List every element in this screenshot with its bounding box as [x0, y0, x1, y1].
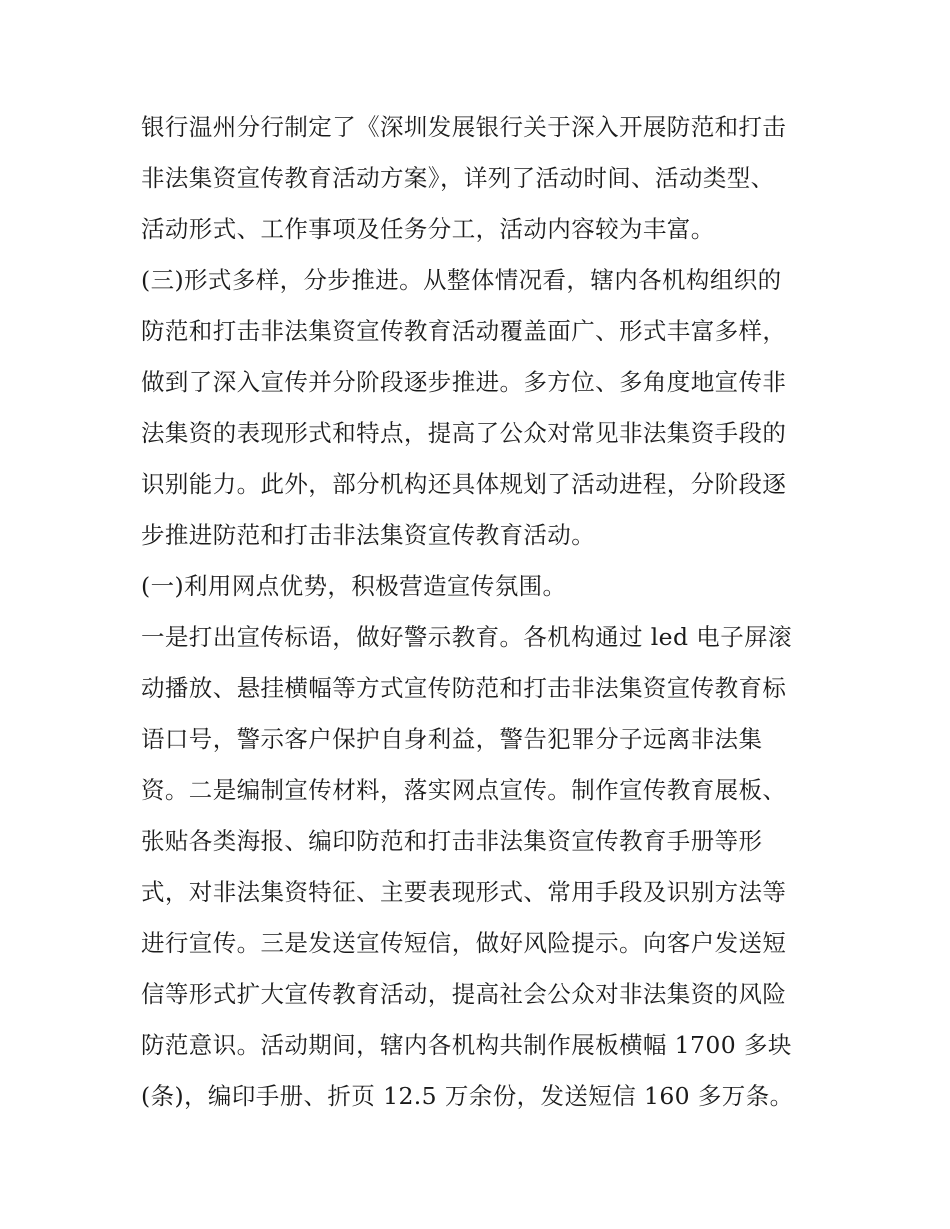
text-line: 银行温州分行制定了《深圳发展银行关于深入开展防范和打击 — [141, 113, 787, 141]
text-line: 防范和打击非法集资宣传教育活动覆盖面广、形式丰富多样， — [141, 317, 787, 345]
text-line: 法集资的表现形式和特点，提高了公众对常见非法集资手段的 — [141, 419, 787, 447]
section-heading: (三)形式多样，分步推进。从整体情况看，辖内各机构组织的 — [141, 266, 782, 294]
text-line: 一是打出宣传标语，做好警示教育。各机构通过 led 电子屏滚 — [141, 623, 792, 651]
text-line: (条)，编印手册、折页 12.5 万余份，发送短信 160 多万条。 — [141, 1082, 794, 1110]
text-line: 步推进防范和打击非法集资宣传教育活动。 — [141, 521, 596, 549]
text-line: 式，对非法集资特征、主要表现形式、常用手段及识别方法等 — [141, 878, 787, 906]
text-line: 活动形式、工作事项及任务分工，活动内容较为丰富。 — [141, 215, 715, 243]
text-line: 防范意识。活动期间，辖内各机构共制作展板横幅 1700 多块 — [141, 1031, 792, 1059]
text-line: 动播放、悬挂横幅等方式宣传防范和打击非法集资宣传教育标 — [141, 674, 787, 702]
text-line: 识别能力。此外，部分机构还具体规划了活动进程，分阶段逐 — [141, 470, 787, 498]
text-line: 做到了深入宣传并分阶段逐步推进。多方位、多角度地宣传非 — [141, 368, 787, 396]
text-line: 非法集资宣传教育活动方案》，详列了活动时间、活动类型、 — [141, 164, 775, 192]
text-line: 语口号，警示客户保护自身利益，警告犯罪分子远离非法集 — [141, 725, 763, 753]
text-line: 张贴各类海报、编印防范和打击非法集资宣传教育手册等形 — [141, 827, 763, 855]
text-line: 信等形式扩大宣传教育活动，提高社会公众对非法集资的风险 — [141, 980, 787, 1008]
text-line: 资。二是编制宣传材料，落实网点宣传。制作宣传教育展板、 — [141, 776, 787, 804]
text-line: 进行宣传。三是发送宣传短信，做好风险提示。向客户发送短 — [141, 929, 787, 957]
section-heading: (一)利用网点优势，积极营造宣传氛围。 — [141, 572, 567, 600]
